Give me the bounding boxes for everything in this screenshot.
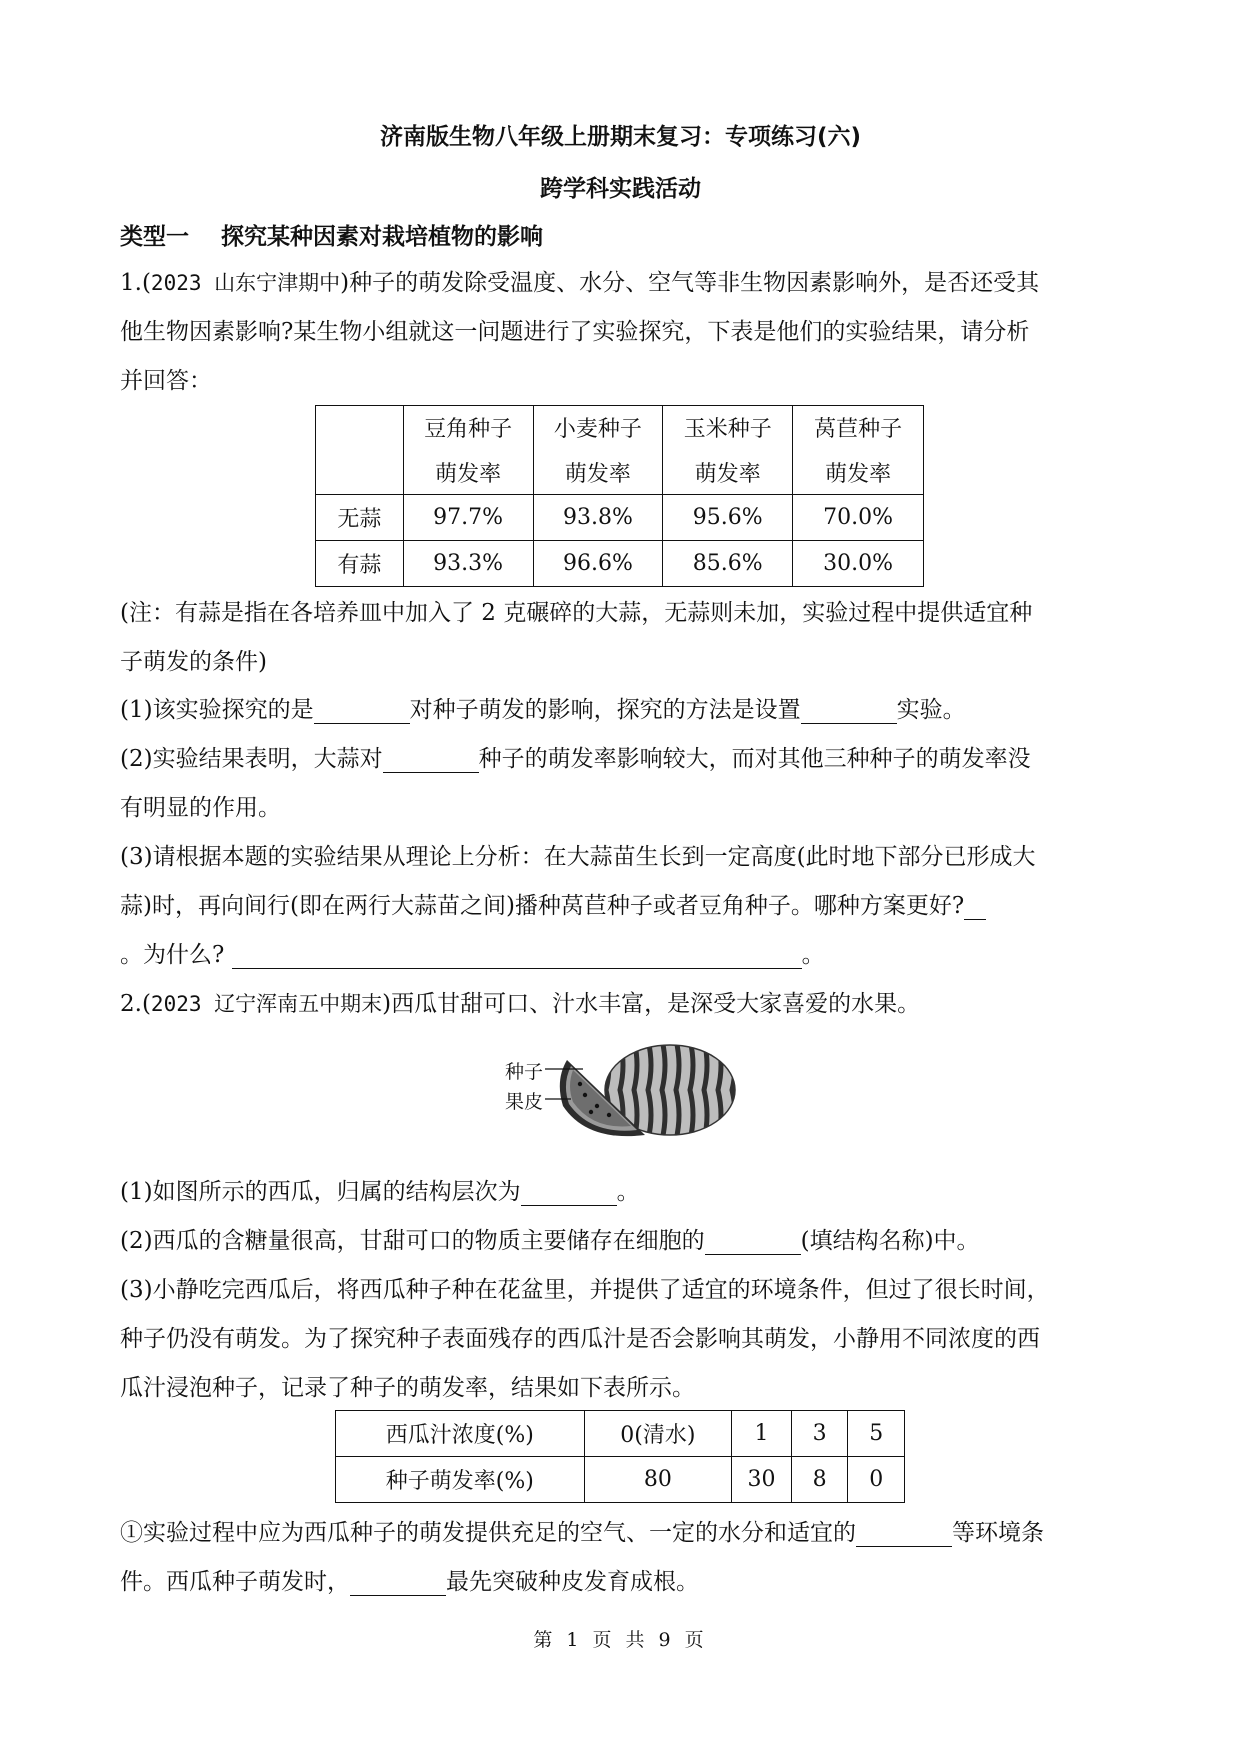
q1-part3: (3)请根据本题的实验结果从理论上分析：在大蒜苗生长到一定高度(此时地下部分已形成大 xyxy=(120,844,1036,870)
q1-row-label: 无蒜 xyxy=(316,495,404,541)
answer-blank[interactable] xyxy=(383,748,479,773)
q2-cell: 30 xyxy=(732,1457,792,1503)
q1-line2: 他生物因素影响?某生物小组就这一问题进行了实验探究，下表是他们的实验结果，请分析 xyxy=(120,319,1030,345)
page-title: 济南版生物八年级上册期末复习：专项练习(六) xyxy=(379,124,862,150)
q1-part3-why: 。为什么? 。 xyxy=(120,942,825,968)
q1-cell: 30.0% xyxy=(793,541,924,587)
answer-blank[interactable] xyxy=(350,1571,446,1596)
q2-cell: 3 xyxy=(791,1411,848,1457)
q2-part1: (1)如图所示的西瓜，归属的结构层次为 。 xyxy=(120,1179,640,1205)
q1-note-line1: (注：有蒜是指在各培养皿中加入了 2 克碾碎的大蒜，无蒜则未加，实验过程中提供适宜种 xyxy=(120,600,1033,626)
section-heading: 类型一 探究某种因素对栽培植物的影响 xyxy=(120,224,544,250)
page-subtitle: 跨学科实践活动 xyxy=(540,176,701,202)
q2-sub1: ①实验过程中应为西瓜种子的萌发提供充足的空气、一定的水分和适宜的 等环境条 xyxy=(120,1520,1044,1546)
q1-row-label: 有蒜 xyxy=(316,541,404,587)
answer-blank[interactable] xyxy=(521,1181,617,1206)
q1-table-header: 玉米种子 萌发率 xyxy=(663,406,793,495)
fig-label-seed: 种子 xyxy=(505,1061,544,1083)
q2-cell: 8 xyxy=(791,1457,848,1503)
q2-part2: (2)西瓜的含糖量很高，甘甜可口的物质主要储存在细胞的 (填结构名称)中。 xyxy=(120,1228,980,1254)
q1-table-header: 莴苣种子 萌发率 xyxy=(793,406,924,495)
fig-label-peel: 果皮 xyxy=(505,1091,544,1113)
answer-blank[interactable] xyxy=(314,699,410,724)
q1-cell: 95.6% xyxy=(663,495,793,541)
q1-cell: 93.3% xyxy=(403,541,533,587)
q2-line1: 2.(2023 辽宁浑南五中期末)西瓜甘甜可口、汁水丰富，是深受大家喜爱的水果。 xyxy=(120,991,921,1017)
q1-part2-cont: 有明显的作用。 xyxy=(120,795,281,821)
q2-row-label: 西瓜汁浓度(%) xyxy=(336,1411,585,1457)
q1-table-corner xyxy=(316,406,404,495)
q1-cell: 96.6% xyxy=(533,541,663,587)
q1-part1: (1)该实验探究的是 对种子萌发的影响，探究的方法是设置 实验。 xyxy=(120,697,966,723)
q1-line3: 并回答： xyxy=(120,368,212,394)
answer-blank[interactable] xyxy=(801,699,897,724)
q1-part2: (2)实验结果表明，大蒜对 种子的萌发率影响较大，而对其他三种种子的萌发率没 xyxy=(120,746,1031,772)
table-row xyxy=(336,1411,905,1457)
answer-blank[interactable] xyxy=(705,1230,801,1255)
page-footer: 第 1 页 共 9 页 xyxy=(533,1629,708,1651)
q1-note-line2: 子萌发的条件) xyxy=(120,649,267,675)
q1-line1: 1.(2023 山东宁津期中)种子的萌发除受温度、水分、空气等非生物因素影响外，是否还受其 xyxy=(120,270,1040,296)
q1-cell: 97.7% xyxy=(403,495,533,541)
q1-table xyxy=(315,405,924,587)
answer-blank[interactable] xyxy=(856,1522,952,1547)
q2-row-label: 种子萌发率(%) xyxy=(336,1457,585,1503)
table-row xyxy=(316,495,924,541)
q2-sub1-cont: 件。西瓜种子萌发时， 最先突破种皮发育成根。 xyxy=(120,1569,699,1595)
q2-part3-cont2: 瓜汁浸泡种子，记录了种子的萌发率，结果如下表所示。 xyxy=(120,1375,695,1401)
q2-cell: 0(清水) xyxy=(584,1411,732,1457)
q1-table-header: 小麦种子 萌发率 xyxy=(533,406,663,495)
q1-cell: 85.6% xyxy=(663,541,793,587)
q2-source: 2023 辽宁浑南五中期末 xyxy=(150,992,383,1016)
q1-cell: 93.8% xyxy=(533,495,663,541)
q1-table-header: 豆角种子 萌发率 xyxy=(403,406,533,495)
q1-cell: 70.0% xyxy=(793,495,924,541)
q1-part3-cont: 蒜)时，再向间行(即在两行大蒜苗之间)播种莴苣种子或者豆角种子。哪种方案更好? xyxy=(120,887,986,920)
q2-part3: (3)小静吃完西瓜后，将西瓜种子种在花盆里，并提供了适宜的环境条件，但过了很长时间， xyxy=(120,1277,1050,1303)
q2-cell: 80 xyxy=(584,1457,732,1503)
table-row xyxy=(336,1457,905,1503)
q2-cell: 5 xyxy=(848,1411,905,1457)
table-row xyxy=(316,541,924,587)
watermelon-figure xyxy=(505,1040,745,1140)
q2-table xyxy=(335,1410,905,1503)
q2-cell: 1 xyxy=(732,1411,792,1457)
q2-part3-cont: 种子仍没有萌发。为了探究种子表面残存的西瓜汁是否会影响其萌发，小静用不同浓度的西 xyxy=(120,1326,1040,1352)
q1-source: 2023 山东宁津期中 xyxy=(150,271,341,295)
answer-blank[interactable] xyxy=(232,944,802,969)
q2-cell: 0 xyxy=(848,1457,905,1503)
answer-blank[interactable] xyxy=(964,895,986,920)
